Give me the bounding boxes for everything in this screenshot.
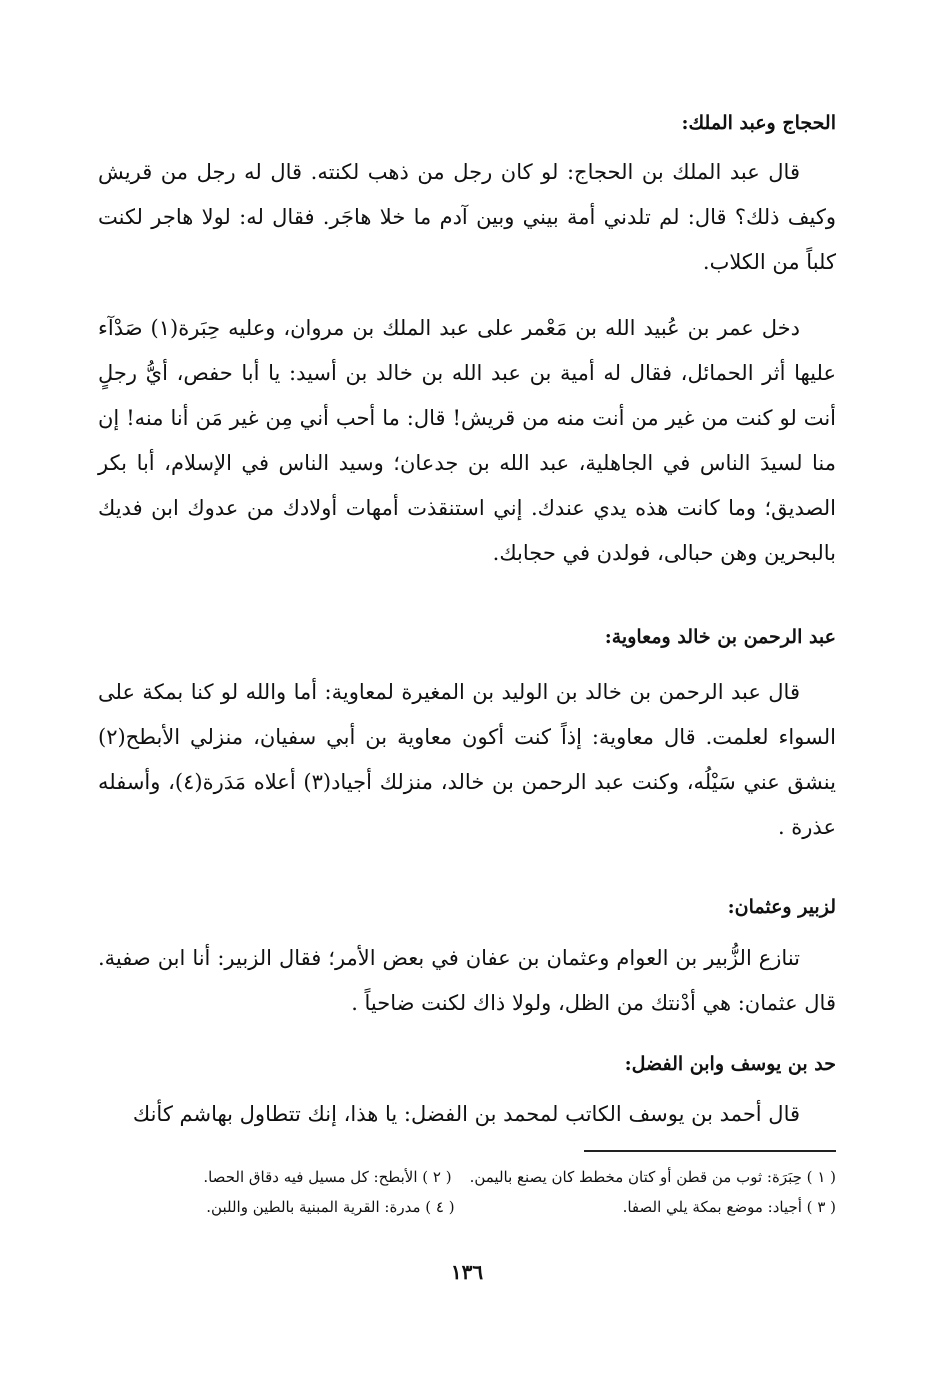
- page-number: ١٣٦: [450, 1260, 484, 1284]
- footnote-row: [98, 1192, 836, 1222]
- footnote-4: ( ٤ ) مدرة: القرية المبنية بالطين واللبن.: [206, 1198, 455, 1216]
- footnote-divider: [584, 1150, 836, 1152]
- paragraph-abdulrahman-muawiya: قال عبد الرحمن بن خالد بن الوليد بن المغيرة لمعاوية: أما والله لو كنا بمكة على السواء لعلمت. قال معاوية: إذاً كنت أكون معاوية بن أبي سفيان، منزلي الأبطح(٢) ينشق عني سَيْلُه، وكنت عبد الرحمن بن خالد، منزلك أجياد(٣) أعلاه مَدَرة(٤)، وأسفله عذرة .: [98, 680, 836, 839]
- paragraph-zubair-uthman: تنازع الزُّبير بن العوام وعثمان بن عفان في بعض الأمر؛ فقال الزبير: أنا ابن صفية. قال عثمان: هي أدْنتك من الظل، ولولا ذاك لكنت ضاحياً .: [98, 946, 836, 1015]
- book-page: [98, 96, 836, 1316]
- footnote-2: ( ٢ ) الأبطح: كل مسيل فيه دقاق الحصا.: [203, 1168, 452, 1186]
- footnote-row: [98, 1162, 836, 1192]
- section-heading-zubair: لزبير وعثمان:: [727, 896, 836, 918]
- paragraph-umar-ibn-ubaydullah: دخل عمر بن عُبيد الله بن مَعْمر على عبد الملك بن مروان، وعليه حِبَرة(١) صَدْآء عليها أثر الحمائل، فقال له أمية بن عبد الله بن خالد بن أسيد: يا أبا حفص، أيُّ رجلٍ أنت لو كنت من غير من أنت منه من قريش! قال: ما أحب أني مِن غير مَن أنا منه! إن منا لسيدَ الناس في الجاهلية، عبد الله بن جدعان؛ وسيد الناس في الإسلام، أبا بكر الصديق؛ وما كانت هذه يدي عندك. إني استنقذت أمهات أولادك من عدوك ابن فديك بالبحرين وهن حبالى، فولدن في حجابك.: [98, 316, 837, 565]
- footnote-3: ( ٣ ) أجياد: موضع بمكة يلي الصفا.: [622, 1198, 836, 1216]
- section-heading-abdulrahman: عبد الرحمن بن خالد ومعاوية:: [604, 626, 836, 648]
- paragraph-hajjaj: قال عبد الملك بن الحجاج: لو كان رجل من ذهب لكنته. قال له رجل من قريش وكيف ذلك؟ قال: لم تلدني أمة بيني وبين آدم ما خلا هاجَر. فقال له: لولا هاجر لكنت كلباً من الكلاب.: [98, 160, 836, 274]
- footnotes: [98, 1162, 836, 1222]
- section-heading-hajjaj: الحجاج وعبد الملك:: [681, 112, 836, 134]
- footnote-1: ( ١ ) حِبَرَة: ثوب من قطن أو كتان مخطط كان يصنع باليمن.: [469, 1168, 836, 1186]
- section-heading-ahmad-ibn-yusuf: حد بن يوسف وابن الفضل:: [624, 1053, 836, 1075]
- paragraph-ahmad-ibn-yusuf: قال أحمد بن يوسف الكاتب لمحمد بن الفضل: يا هذا، إنك تتطاول بهاشم كأنك: [132, 1102, 800, 1126]
